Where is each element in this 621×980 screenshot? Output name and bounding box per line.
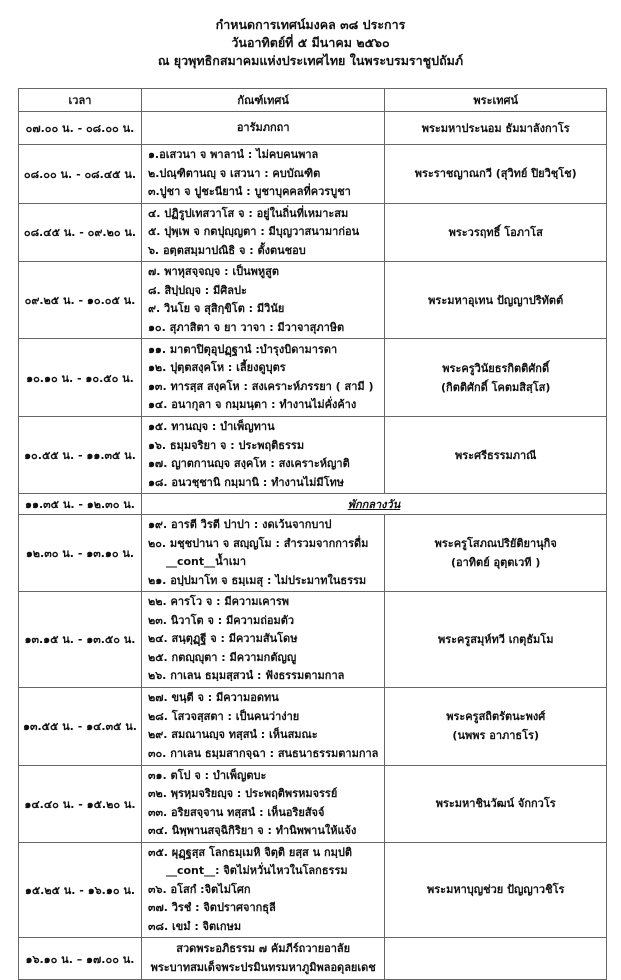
sermon-item: ๒๕. กตญฺญุตา : มีความกตัญญู	[147, 650, 297, 664]
preacher-cell	[385, 515, 607, 592]
time-cell: ๐๘.๐๐ น. - ๐๘.๔๕ น.	[19, 145, 142, 204]
column-header-preacher: พระเทศน์	[385, 89, 607, 112]
sermon-item: ๑๒. ปุตฺตสงฺคโห : เลี้ยงดูบุตร	[147, 361, 286, 374]
table-row	[19, 494, 607, 515]
time-cell: ๐๗.๐๐ น. - ๐๘.๐๐ น.	[19, 112, 142, 145]
time-cell: ๑๐.๕๕ น. - ๑๑.๓๕ น.	[19, 417, 142, 494]
preacher-cell	[385, 842, 607, 938]
sermon-title-line: พระบาทสมเด็จพระปรมินทรมหาภูมิพลอดุลยเดช	[150, 960, 376, 974]
sermon-item: ๑๑. มาตาปิตุอุปฏฺฐานํ :บำรุงบิดามารดา	[147, 342, 338, 356]
preacher-cell	[385, 765, 607, 842]
document-date: วันอาทิตย์ที่ ๕ มีนาคม ๒๕๖๐	[231, 35, 390, 50]
sermon-cell	[141, 112, 384, 145]
sermon-item: ๑๓. ทารสฺส สงฺคโห : สงเคราะห์ภรรยา ( สามี )	[147, 379, 374, 393]
preacher-name: พระครูโสภณปริยัติยานุกิจ	[434, 537, 557, 550]
table-row	[19, 112, 607, 145]
preacher-name: (นพพร อาภาธโร)	[452, 729, 539, 742]
sermon-cell	[141, 592, 384, 688]
sermon-item: ๒๑. อปฺปมาโท จ ธมฺเมสุ : ไม่ประมาทในธรรม	[147, 573, 367, 587]
sermon-item: ๗. พาหุสจฺจญฺจ : เป็นพหูสูต	[147, 265, 280, 278]
sermon-item: ๑๐. สุภาสิตา จ ยา วาจา : มีวาจาสุภาษิต	[147, 320, 345, 334]
table-row	[19, 842, 607, 938]
sermon-cell	[141, 262, 384, 339]
sermon-item: ๑๖. ธมฺมจริยา จ : ประพฤติธรรม	[147, 438, 305, 452]
sermon-item-continuation: __cont__น้ำเมา	[165, 555, 247, 568]
sermon-item: ๒.ปณฺฑิตานญฺ จ เสวนา : คบบัณฑิต	[147, 166, 321, 180]
sermon-item: ๓๓. อริยสจฺจาน ทสฺสนํ : เห็นอริยสัจจ์	[147, 805, 325, 819]
preacher-name: พระมหาอุเทน ปัญญาปริทัตต์	[428, 293, 564, 307]
preacher-cell	[385, 339, 607, 417]
sermon-title: อารัมภกถา	[236, 120, 290, 134]
sermon-item: ๓๑. ตโป จ : บำเพ็ญตบะ	[147, 768, 267, 782]
sermon-cell	[141, 938, 384, 980]
sermon-item: ๑๙. อารตี วิรตี ปาปา : งดเว้นจากบาป	[147, 518, 332, 531]
preacher-name: พระมหาบุญช่วย ปัญญาวชิโร	[427, 883, 565, 897]
break-cell: พักกลางวัน	[141, 494, 606, 515]
preacher-cell	[385, 938, 607, 980]
preacher-name: พระมหาชินวัฒน์ จักกวโร	[435, 797, 556, 810]
column-header-time: เวลา	[19, 89, 142, 112]
sermon-cell	[141, 765, 384, 842]
time-cell: ๑๐.๑๐ น. - ๑๐.๕๐ น.	[19, 339, 142, 417]
time-cell: ๑๓.๕๕ น. - ๑๔.๓๕ น.	[19, 687, 142, 765]
column-header-sermon: กัณฑ์เทศน์	[141, 89, 384, 112]
sermon-item: ๒๙. สมณานญฺจ ทสฺสนํ : เห็นสมณะ	[147, 728, 318, 741]
sermon-item: ๕. ปุพฺเพ จ กตปุญฺญตา : มีบุญวาสนามาก่อน	[147, 225, 360, 238]
sermon-item: ๒๔. สนฺตุฏฺฐี จ : มีความสันโดษ	[147, 632, 298, 645]
preacher-cell	[385, 203, 607, 262]
table-row	[19, 145, 607, 204]
sermon-item: ๑๘. อนวชฺชานิ กมฺมานิ : ทำงานไม่มีโทษ	[147, 475, 345, 489]
document-venue: ณ ยุวพุทธิกสมาคมแห่งประเทศไทย ในพระบรมราชูปถัมภ์	[157, 53, 464, 68]
table-row	[19, 687, 607, 765]
sermon-item: ๓๖. อโสกํ :จิตไม่โศก	[147, 882, 251, 896]
table-header-row	[19, 89, 607, 112]
sermon-item: ๖. อตฺตสมฺมาปณิธิ จ : ตั้งตนชอบ	[147, 243, 306, 257]
table-row	[19, 515, 607, 592]
document-title: กำหนดการเทศน์มงคล ๓๘ ประการ	[215, 17, 406, 32]
sermon-item: ๓๗. วิรชํ : จิตปราศจากธุลี	[147, 901, 276, 914]
sermon-item: ๑๔. อนากุลา จ กมฺมนฺตา : ทำงานไม่คั่งค้าง	[147, 398, 357, 411]
sermon-item: ๒๗. ขนฺตี จ : มีความอดทน	[147, 691, 279, 704]
time-cell: ๐๘.๔๕ น. - ๐๙.๒๐ น.	[19, 203, 142, 262]
preacher-cell	[385, 687, 607, 765]
sermon-item: ๓๔. นิพฺพานสจฺฉิกิริยา จ : ทำนิพพานให้แจ้ง	[147, 824, 357, 837]
time-cell: ๑๕.๒๕ น. - ๑๖.๑๐ น.	[19, 842, 142, 938]
preacher-cell	[385, 417, 607, 494]
sermon-cell	[141, 339, 384, 417]
preacher-name: (กิตติศักดิ์ โคตมสิสฺโส)	[441, 380, 551, 394]
sermon-cell	[141, 145, 384, 204]
preacher-name: พระครูวินัยธรกิตติศักดิ์	[442, 361, 550, 375]
time-cell: ๐๙.๒๕ น. - ๑๐.๐๕ น.	[19, 262, 142, 339]
sermon-item: ๓.ปูชา จ ปูชะนียานํ : บูชาบุคคลที่ควรบูชา	[147, 185, 351, 198]
sermon-cell	[141, 203, 384, 262]
table-row	[19, 262, 607, 339]
sermon-cell	[141, 687, 384, 765]
sermon-item: ๓๒. พฺรหฺมจริยญฺจ : ประพฤติพรหมจรรย์	[147, 787, 338, 800]
sermon-item: ๒๓. นิวาโต จ : มีความถ่อมตัว	[147, 613, 295, 627]
preacher-name: พระมหาประนอม ธัมมาลังกาโร	[421, 121, 570, 135]
time-cell: ๑๓.๑๕ น. - ๑๓.๕๐ น.	[19, 592, 142, 688]
table-row	[19, 339, 607, 417]
sermon-item: ๒๐. มชฺชปานา จ สญฺญโม : สำรวมจากการดื่ม	[147, 536, 369, 550]
schedule-body	[19, 112, 607, 980]
preacher-cell	[385, 145, 607, 204]
preacher-name: พระวรฤทธิ์ โอภาโส	[448, 225, 543, 239]
preacher-cell	[385, 262, 607, 339]
sermon-item: ๑๗. ญาตกานญฺจ สงฺคโห : สงเคราะห์ญาติ	[147, 457, 350, 470]
sermon-item: ๓๕. ผุฏฺฐสฺส โลกธมฺเมหิ จิตฺติ ยสฺส น กมฺปติ	[147, 845, 352, 859]
table-row	[19, 417, 607, 494]
sermon-item: ๓๐. กาเลน ธมฺมสากจฺฉา : สนธนาธรรมตามกาล	[147, 746, 379, 760]
sermon-item: ๒๖. กาเลน ธมฺมสฺสวนํ : ฟังธรรมตามกาล	[147, 669, 345, 682]
sermon-item: ๓๘. เขมํ : จิตเกษม	[147, 919, 242, 933]
preacher-cell	[385, 112, 607, 145]
sermon-cell	[141, 417, 384, 494]
time-cell: ๑๖.๑๐ น. – ๑๗.๐๐ น.	[19, 938, 142, 980]
sermon-item: ๘. สิปฺปญฺจ : มีศิลปะ	[147, 283, 247, 297]
preacher-name: พระครูสมุห์ทวี เกตุธัมโม	[437, 632, 554, 646]
time-cell: ๑๑.๓๕ น. - ๑๒.๓๐ น.	[19, 494, 142, 515]
preacher-cell	[385, 592, 607, 688]
sermon-item: ๒๒. คารโว จ : มีความเคารพ	[147, 595, 289, 608]
preacher-name: พระครูสถิตรัตนะพงศ์	[446, 710, 546, 723]
table-row	[19, 938, 607, 980]
sermon-item-continuation: __cont__: จิตไม่หวั่นไหวในโลกธรรม	[165, 864, 348, 877]
sermon-cell	[141, 515, 384, 592]
preacher-name: พระศรีธรรมภาณี	[455, 448, 537, 462]
sermon-item: ๔. ปฏิรูปเทสวาโส จ : อยู่ในถิ่นที่เหมาะสม	[147, 206, 349, 220]
preacher-name: พระราชญาณกวี (สุวิทย์ ปิยวิชฺโช)	[414, 167, 577, 181]
schedule-table	[18, 88, 607, 980]
table-row	[19, 592, 607, 688]
time-cell: ๑๒.๓๐ น. - ๑๓.๑๐ น.	[19, 515, 142, 592]
sermon-item: ๑๕. ทานญฺจ : บำเพ็ญทาน	[147, 420, 275, 433]
sermon-title-line: สวดพระอภิธรรม ๗ คัมภีร์ถวายอาลัย	[176, 942, 351, 955]
sermon-item: ๒๘. โสวจสฺสตา : เป็นคนว่าง่าย	[147, 709, 300, 723]
document-header	[0, 16, 621, 70]
preacher-name: (อาทิตย์ อุตฺตเวที )	[450, 556, 541, 569]
table-row	[19, 765, 607, 842]
time-cell: ๑๔.๔๐ น. - ๑๕.๒๐ น.	[19, 765, 142, 842]
sermon-item: ๑.อเสวนา จ พาลานํ : ไม่คบคนพาล	[147, 148, 319, 161]
table-row	[19, 203, 607, 262]
sermon-cell	[141, 842, 384, 938]
sermon-item: ๙. วินโย จ สุสิกฺขิโต : มีวินัย	[147, 302, 285, 315]
